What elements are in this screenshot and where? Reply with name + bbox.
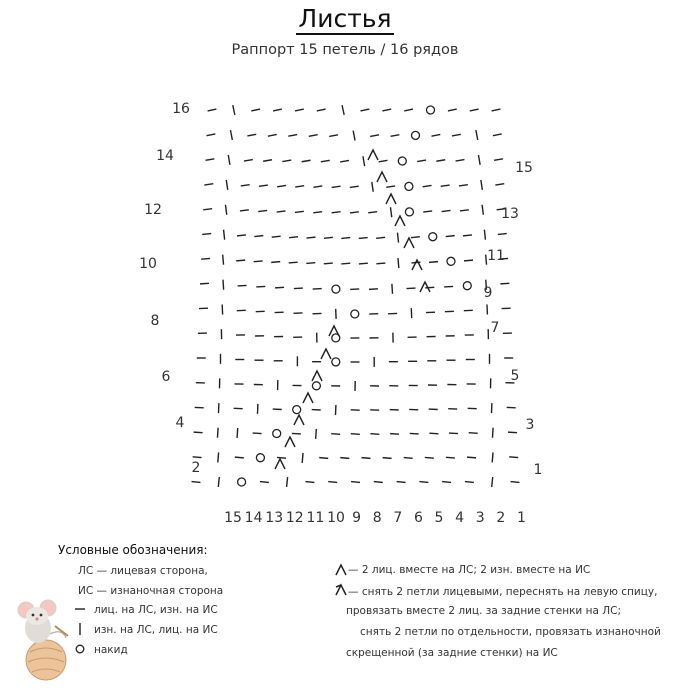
column-label: 12 [285, 510, 304, 526]
purl-mark [376, 263, 385, 264]
knit-mark [482, 205, 483, 215]
k2tog-symbol-icon [333, 562, 349, 578]
yarn-over-mark [312, 382, 320, 390]
chart-labels [139, 101, 542, 526]
knit-mark [237, 428, 238, 438]
purl-mark [425, 287, 434, 288]
purl-mark [467, 457, 476, 458]
k2tog-mark [321, 349, 331, 359]
yarn-over-mark [428, 232, 437, 241]
purl-mark [368, 212, 377, 213]
purl-mark [369, 289, 378, 290]
purl-mark [350, 186, 359, 187]
purl-mark [508, 432, 517, 433]
knit-mark [233, 105, 235, 115]
purl-mark [313, 186, 322, 187]
purl-mark [288, 135, 297, 137]
purl-mark [340, 160, 349, 162]
row-label-right: 3 [525, 417, 535, 433]
purl-mark [425, 457, 434, 458]
row-label-left: 8 [150, 313, 160, 329]
legend-ssk-2: провязать вместе 2 лиц. за задние стенки на ЛС; [346, 605, 621, 617]
purl-mark [277, 211, 286, 212]
row-label-left: 16 [172, 101, 190, 117]
legend-heading: Условные обозначения: [58, 543, 208, 557]
purl-mark [295, 186, 304, 187]
row-label-right: 5 [510, 368, 520, 384]
purl-mark [251, 109, 260, 111]
purl-mark [436, 160, 445, 162]
purl-mark [204, 184, 213, 185]
purl-mark [383, 458, 392, 459]
purl-mark [295, 109, 304, 111]
row-label-left: 14 [156, 148, 174, 164]
ssk-mark [386, 194, 396, 204]
row-label-left: 12 [144, 202, 162, 218]
purl-mark [307, 237, 316, 238]
legend-ssk-1: — снять 2 петли лицевыми, переснять на левую спицу, [348, 586, 658, 598]
k2tog-mark [294, 415, 304, 425]
purl-mark [360, 109, 369, 111]
purl-mark [244, 160, 253, 162]
purl-mark [317, 109, 326, 111]
purl-mark [379, 160, 388, 162]
ssk-mark [395, 216, 405, 226]
yarn-over-mark [237, 478, 246, 487]
ssk-mark [368, 150, 378, 160]
knit-mark [225, 205, 226, 215]
column-label: 2 [496, 510, 506, 526]
purl-mark [254, 261, 263, 262]
purl-mark [492, 109, 501, 111]
purl-mark [313, 212, 322, 213]
purl-mark [359, 238, 368, 239]
row-label-left: 2 [191, 460, 201, 476]
knit-mark [226, 180, 227, 190]
column-label: 14 [244, 510, 263, 526]
purl-mark [442, 482, 451, 483]
purl-mark [206, 134, 215, 136]
purl-mark [444, 286, 453, 287]
purl-mark [241, 185, 250, 186]
purl-mark [470, 109, 479, 111]
purl-mark [282, 160, 291, 162]
yarn-over-mark [447, 257, 456, 266]
purl-mark [340, 458, 349, 459]
knit-mark [478, 155, 480, 165]
purl-mark [205, 159, 214, 161]
purl-mark [390, 434, 399, 435]
purl-mark [260, 482, 269, 483]
purl-mark [237, 235, 246, 236]
column-label: 7 [393, 510, 403, 526]
knit-mark [223, 255, 224, 265]
purl-mark [194, 432, 203, 433]
purl-mark [495, 184, 504, 185]
purl-mark [464, 260, 473, 261]
knit-mark [398, 258, 399, 268]
legend-ssk-3: снять 2 петли по отдельности, провязать изнаночной [360, 626, 661, 638]
purl-mark [236, 260, 245, 261]
legend-knit: изн. на ЛС, лиц. на ИС [94, 624, 218, 636]
purl-mark [321, 160, 330, 162]
knit-mark [224, 230, 225, 240]
purl-mark [306, 263, 315, 264]
knit-mark [228, 155, 230, 165]
purl-mark [449, 433, 458, 434]
purl-mark [442, 210, 451, 211]
knit-mark [484, 230, 485, 240]
purl-mark [341, 238, 350, 239]
yarn-over-mark [256, 453, 265, 462]
purl-mark [247, 134, 256, 136]
knit-mark [217, 428, 218, 438]
yarn-over-mark [411, 131, 420, 140]
purl-mark [448, 109, 457, 111]
column-label: 6 [413, 510, 423, 526]
knit-mark [492, 452, 493, 462]
purl-mark [331, 434, 340, 435]
purl-mark [374, 482, 383, 483]
purl-mark [463, 235, 472, 236]
knit-mark [397, 233, 398, 243]
knit-mark [372, 182, 373, 192]
purl-mark [351, 434, 360, 435]
purl-mark [305, 482, 314, 483]
purl-mark [452, 134, 461, 136]
purl-mark [253, 433, 262, 434]
legend-purl: лиц. на ЛС, изн. на ИС [94, 604, 218, 616]
knit-mark [223, 280, 224, 290]
purl-mark [350, 212, 359, 213]
purl-mark [258, 210, 267, 211]
purl-mark [201, 258, 210, 259]
purl-mark [319, 458, 328, 459]
yarn-over-mark [332, 285, 340, 293]
legend-ssk-4: скрещенной (за задние стенки) на ИС [346, 647, 558, 659]
legend-yo: накид [94, 644, 128, 656]
purl-mark [376, 237, 385, 238]
purl-mark [498, 234, 507, 235]
purl-mark [469, 433, 478, 434]
purl-mark [446, 236, 455, 237]
purl-mark [493, 134, 502, 136]
purl-mark [329, 135, 338, 137]
purl-mark [407, 288, 416, 289]
purl-mark [411, 237, 420, 238]
column-label: 9 [352, 510, 362, 526]
legend-rs: ЛС — лицевая сторона, [78, 565, 208, 577]
purl-mark [429, 262, 438, 263]
purl-mark [459, 185, 468, 186]
purl-mark [446, 457, 455, 458]
column-label: 13 [265, 510, 284, 526]
purl-mark [509, 457, 518, 458]
ssk-mark [412, 260, 422, 270]
legend-ws: ИС — изнаночная сторона [78, 585, 224, 597]
yarn-over-mark [426, 105, 435, 114]
purl-mark [431, 134, 440, 136]
yarn-over-mark [272, 429, 280, 437]
knit-mark [353, 131, 355, 141]
knit-mark [390, 207, 391, 217]
knit-mark [302, 453, 303, 463]
purl-mark [423, 211, 432, 212]
purl-mark [192, 482, 201, 483]
ssk-mark [404, 238, 414, 248]
k2tog-mark [275, 459, 285, 469]
knit-mark [492, 428, 493, 438]
purl-mark [275, 287, 284, 288]
knit-mark [342, 105, 344, 115]
purl-mark [273, 109, 282, 111]
knit-mark [218, 477, 219, 487]
knit-mark [287, 477, 288, 487]
knit-mark [230, 130, 232, 140]
purl-mark [272, 236, 281, 237]
ssk-symbol-icon [333, 582, 349, 598]
k2tog-mark [312, 371, 322, 381]
row-label-left: 4 [175, 415, 185, 431]
purl-mark [494, 159, 503, 161]
purl-mark [313, 289, 322, 290]
chart-title-text: Листья [298, 4, 392, 33]
purl-mark [419, 482, 428, 483]
row-label-right: 11 [487, 248, 505, 264]
column-label: 11 [306, 510, 325, 526]
knit-mark [392, 284, 393, 294]
row-label-right: 9 [483, 285, 493, 301]
purl-mark [203, 209, 212, 210]
legend-k2tog: — 2 лиц. вместе на ЛС; 2 изн. вместе на ИС [348, 564, 591, 576]
purl-mark [456, 160, 465, 162]
purl-mark [441, 185, 450, 186]
purl-mark [277, 185, 286, 186]
purl-mark [386, 186, 395, 187]
knit-mark [492, 477, 493, 487]
knit-mark [481, 180, 482, 190]
purl-mark [391, 135, 400, 137]
purl-mark [200, 283, 209, 284]
purl-mark [362, 458, 371, 459]
purl-mark [208, 109, 217, 111]
purl-mark [423, 185, 432, 186]
purl-mark [359, 263, 368, 264]
purl-mark [429, 433, 438, 434]
purl-mark [511, 482, 520, 483]
row-label-right: 13 [501, 206, 519, 222]
purl-mark [397, 482, 406, 483]
purl-mark [404, 458, 413, 459]
purl-mark [240, 210, 249, 211]
knit-mark [363, 156, 365, 166]
purl-mark [417, 160, 426, 162]
purl-mark [410, 433, 419, 434]
yarn-over-mark [463, 281, 471, 289]
purl-mark [254, 236, 263, 237]
purl-mark [341, 263, 350, 264]
purl-mark [370, 434, 379, 435]
purl-mark [259, 185, 268, 186]
yarn-over-mark [293, 405, 301, 413]
purl-mark [328, 482, 337, 483]
purl-mark [289, 237, 298, 238]
row-label-left: 10 [139, 256, 157, 272]
purl-mark [465, 482, 474, 483]
purl-mark [332, 186, 341, 187]
column-label: 3 [475, 510, 485, 526]
purl-mark [324, 237, 333, 238]
column-label: 5 [434, 510, 444, 526]
purl-mark [238, 285, 247, 286]
yarn-over-mark [404, 182, 413, 191]
mouse-with-yarn-illustration [10, 588, 80, 683]
purl-mark [295, 211, 304, 212]
purl-mark [268, 134, 277, 136]
purl-mark [370, 135, 379, 137]
purl-mark [351, 482, 360, 483]
purl-mark [202, 234, 211, 235]
row-label-right: 15 [515, 160, 533, 176]
purl-mark [294, 288, 303, 289]
column-label: 10 [327, 510, 345, 526]
k2tog-mark [303, 393, 313, 403]
column-label: 1 [516, 510, 526, 526]
purl-mark [256, 286, 265, 287]
k2tog-mark [285, 437, 295, 447]
purl-mark [460, 210, 469, 211]
purl-mark [292, 433, 301, 434]
purl-mark [404, 109, 413, 111]
purl-mark [302, 160, 311, 162]
purl-mark [277, 457, 286, 458]
purl-mark [263, 160, 272, 162]
purl-mark [332, 212, 341, 213]
knit-mark [316, 429, 317, 439]
row-label-left: 6 [161, 369, 171, 385]
yarn-over-mark [405, 207, 414, 216]
row-label-right: 7 [490, 320, 500, 336]
yarn-over-mark [332, 358, 340, 366]
chart-grid [192, 105, 520, 487]
purl-mark [500, 283, 509, 284]
column-label: 4 [455, 510, 465, 526]
purl-mark [324, 263, 333, 264]
yarn-over-mark [398, 156, 407, 165]
purl-mark [235, 457, 244, 458]
purl-mark [350, 289, 359, 290]
knit-mark [476, 130, 478, 140]
purl-mark [309, 135, 318, 137]
yarn-over-mark [351, 310, 359, 318]
knit-mark [218, 452, 219, 462]
purl-mark [382, 109, 391, 111]
purl-mark [271, 262, 280, 263]
purl-mark [193, 457, 202, 458]
purl-mark [289, 262, 298, 263]
row-label-right: 1 [533, 462, 543, 478]
column-label: 8 [372, 510, 382, 526]
ssk-mark [377, 172, 387, 182]
column-label: 15 [224, 510, 242, 526]
chart-subtitle: Раппорт 15 петель / 16 рядов [231, 42, 459, 58]
